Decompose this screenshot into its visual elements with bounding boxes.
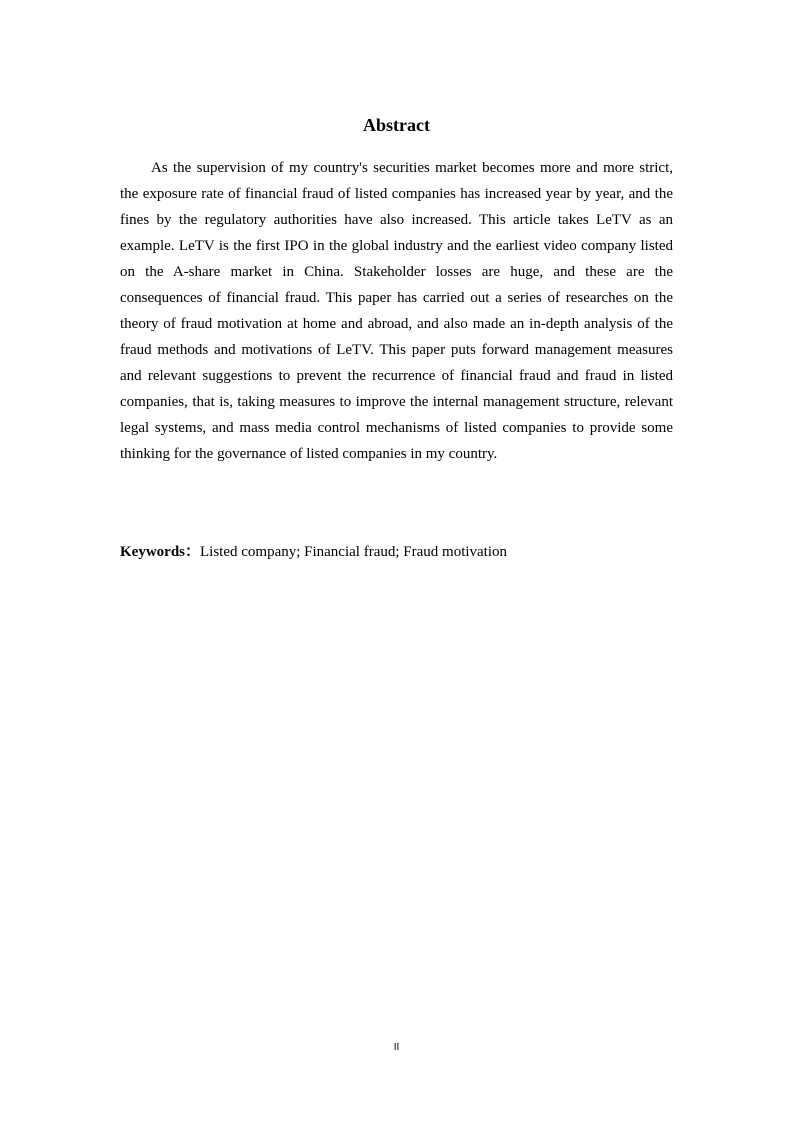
keywords-label: Keywords： bbox=[120, 544, 200, 560]
abstract-body: As the supervision of my country's securities market becomes more and more strict, the exposure rate of financial fraud of listed companies has increased year by year, and the fines by the regulatory authorities have also increased. This article takes LeTV as an example. LeTV is the first IPO in the global industry and the earliest video company listed on the A-share market in China. Stakeholder losses are huge, and these are the consequences of financial fraud. This paper has carried out a series of researches on the theory of fraud motivation at home and abroad, and also made an in-depth analysis of the fraud methods and motivations of LeTV. This paper puts forward management measures and relevant suggestions to prevent the recurrence of financial fraud and fraud in listed companies, that is, taking measures to improve the internal management structure, relevant legal systems, and mass media control mechanisms of listed companies to provide some thinking for the governance of listed companies in my country. bbox=[120, 160, 673, 462]
abstract-title: Abstract bbox=[363, 115, 430, 135]
keywords-text: Listed company; Financial fraud; Fraud motivation bbox=[200, 544, 508, 560]
page-number: II bbox=[393, 1042, 400, 1053]
keywords-line bbox=[120, 539, 673, 565]
